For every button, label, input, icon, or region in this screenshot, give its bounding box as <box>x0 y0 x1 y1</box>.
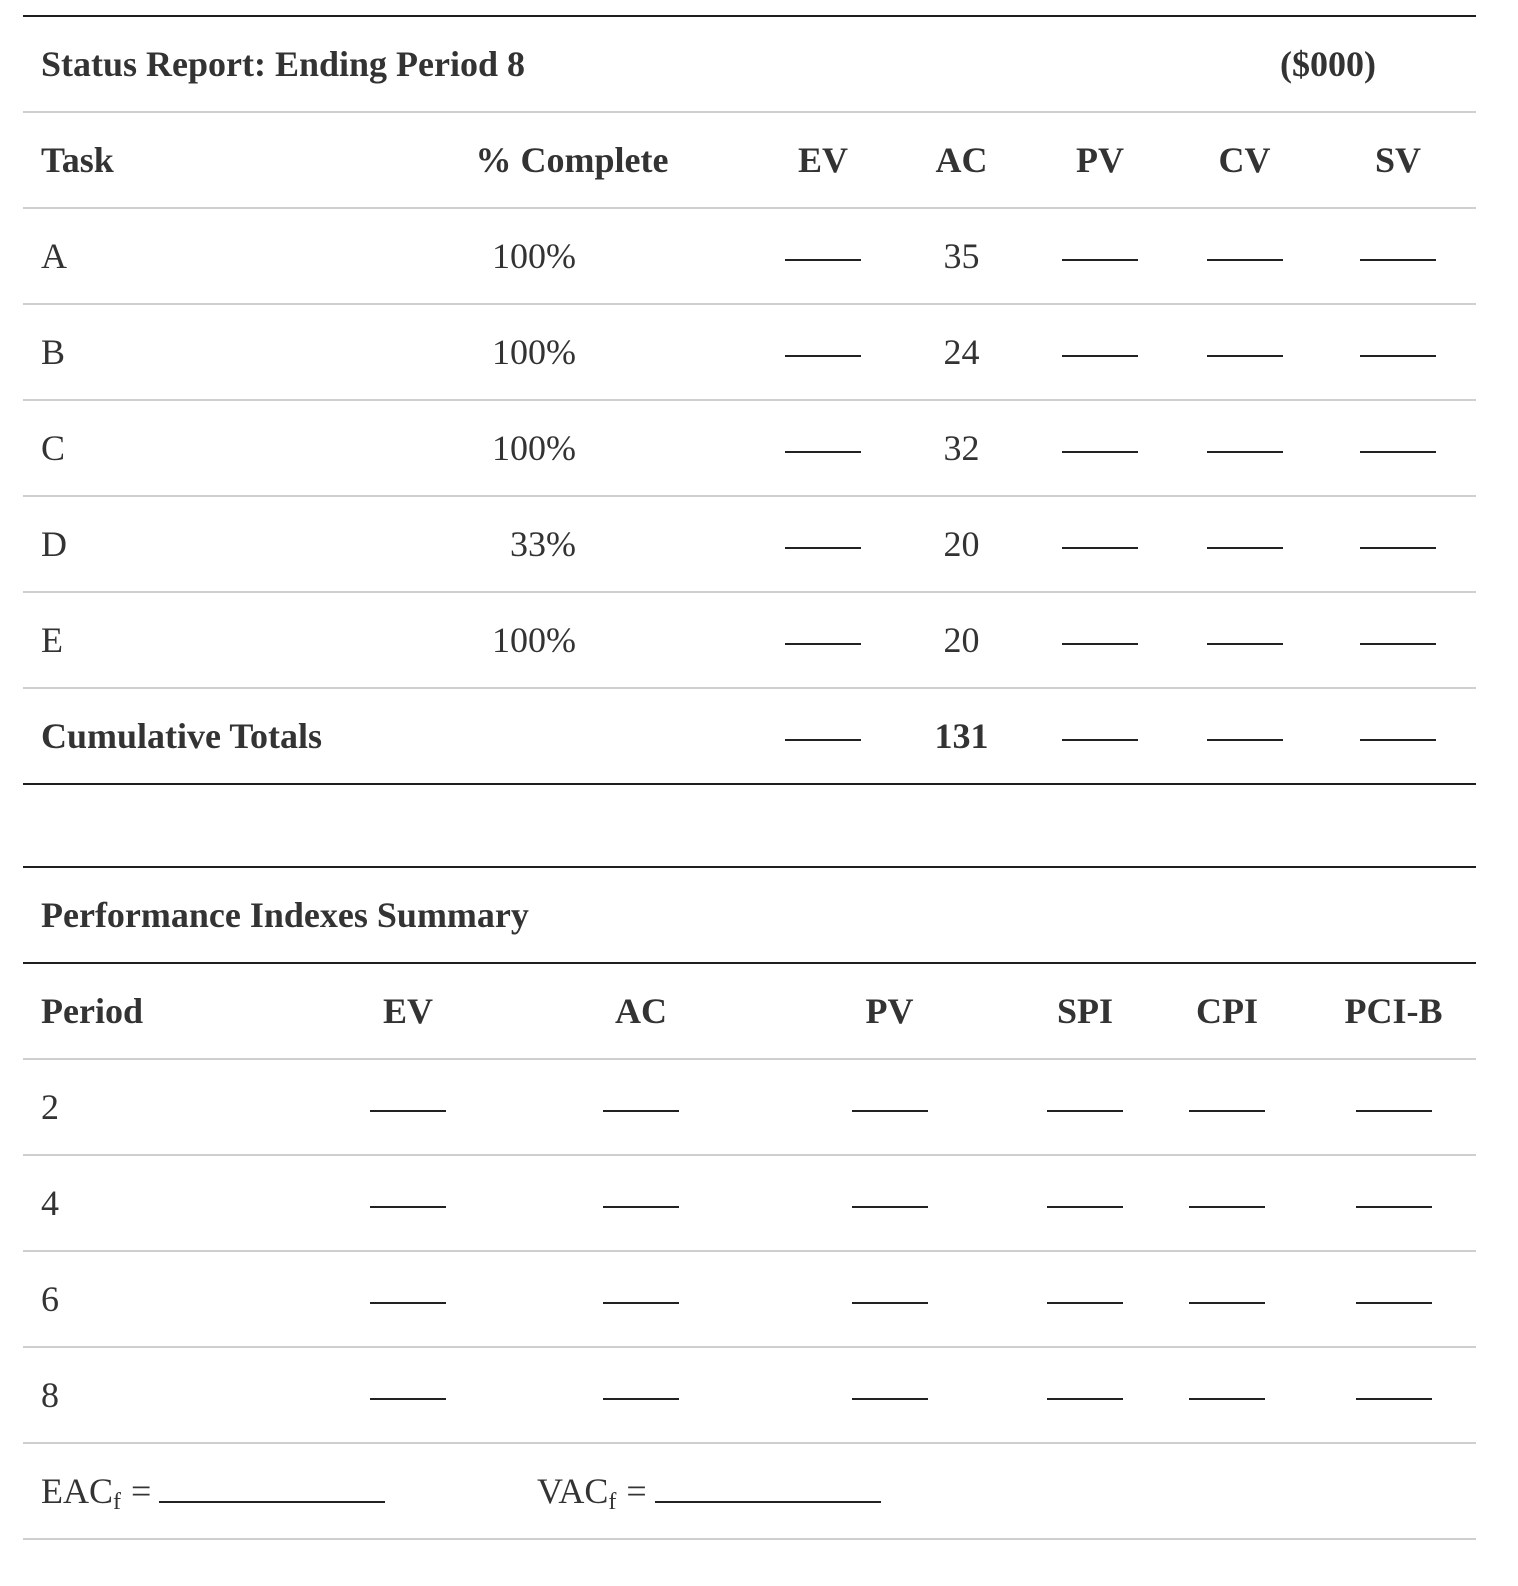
ev-blank[interactable] <box>785 259 861 261</box>
ac-blank[interactable] <box>603 1302 679 1304</box>
pv-blank[interactable] <box>1062 355 1138 357</box>
ev-blank-cell[interactable] <box>286 1251 530 1347</box>
cv-blank-cell[interactable] <box>1169 400 1320 496</box>
units-label: ($000) <box>1169 16 1476 112</box>
sv-blank[interactable] <box>1360 451 1436 453</box>
col-header-ac: AC <box>892 112 1031 208</box>
task-ac-value: 32 <box>892 400 1031 496</box>
col-header-ev: EV <box>286 963 530 1059</box>
pv-blank-cell[interactable] <box>1031 208 1169 304</box>
pv-blank[interactable] <box>1062 259 1138 261</box>
forecast-row <box>23 1443 1476 1539</box>
cv-total-blank[interactable] <box>1207 739 1283 741</box>
cv-blank-cell[interactable] <box>1169 304 1320 400</box>
cpi-blank[interactable] <box>1189 1206 1265 1208</box>
spi-blank[interactable] <box>1047 1398 1123 1400</box>
ev-blank[interactable] <box>370 1206 446 1208</box>
status-header-row <box>23 112 1476 208</box>
col-header-sv: SV <box>1320 112 1476 208</box>
ev-blank-cell[interactable] <box>286 1347 530 1443</box>
task-name: E <box>23 592 390 688</box>
vac-answer-blank[interactable] <box>655 1501 881 1503</box>
pv-blank-cell[interactable] <box>1031 304 1169 400</box>
table-row <box>23 1347 1476 1443</box>
eac-cell <box>23 1443 530 1539</box>
vac-equals-sign: = <box>626 1471 647 1511</box>
cpi-blank-cell[interactable] <box>1143 1347 1311 1443</box>
eac-equals-sign: = <box>131 1471 152 1511</box>
col-header-pv: PV <box>752 963 1027 1059</box>
ev-blank-cell[interactable] <box>754 496 892 592</box>
sv-total-blank-cell[interactable] <box>1320 688 1476 784</box>
sv-blank-cell[interactable] <box>1320 208 1476 304</box>
pv-blank-cell[interactable] <box>1031 496 1169 592</box>
cpi-blank[interactable] <box>1189 1398 1265 1400</box>
cv-blank[interactable] <box>1207 547 1283 549</box>
pv-blank[interactable] <box>1062 451 1138 453</box>
performance-summary-title: Performance Indexes Summary <box>23 867 1476 963</box>
pv-blank-cell[interactable] <box>752 1059 1027 1155</box>
spi-blank-cell[interactable] <box>1027 1155 1143 1251</box>
spi-blank-cell[interactable] <box>1027 1347 1143 1443</box>
sv-blank-cell[interactable] <box>1320 304 1476 400</box>
task-name: A <box>23 208 390 304</box>
ev-blank[interactable] <box>785 355 861 357</box>
table-row <box>23 592 1476 688</box>
pci-b-blank[interactable] <box>1356 1206 1432 1208</box>
col-header-pv: PV <box>1031 112 1169 208</box>
status-title-row <box>23 16 1476 112</box>
ev-blank-cell[interactable] <box>754 400 892 496</box>
sv-blank-cell[interactable] <box>1320 496 1476 592</box>
pv-blank[interactable] <box>852 1398 928 1400</box>
period-number: 8 <box>23 1347 286 1443</box>
cpi-blank-cell[interactable] <box>1143 1059 1311 1155</box>
col-header-complete: % Complete <box>390 112 754 208</box>
sv-total-blank[interactable] <box>1360 739 1436 741</box>
period-number: 4 <box>23 1155 286 1251</box>
cv-blank[interactable] <box>1207 259 1283 261</box>
task-percent-complete: 100% <box>390 400 754 496</box>
col-header-ev: EV <box>754 112 892 208</box>
ac-blank-cell[interactable] <box>530 1059 752 1155</box>
spi-blank[interactable] <box>1047 1302 1123 1304</box>
vac-subscript: f <box>608 1489 617 1515</box>
ac-blank-cell[interactable] <box>530 1155 752 1251</box>
eac-subscript: f <box>113 1489 121 1515</box>
eac-answer-blank[interactable] <box>159 1501 385 1503</box>
task-name: C <box>23 400 390 496</box>
pv-total-blank[interactable] <box>1062 739 1138 741</box>
table-row <box>23 208 1476 304</box>
pci-b-blank[interactable] <box>1356 1110 1432 1112</box>
task-ac-value: 24 <box>892 304 1031 400</box>
perf-header-row <box>23 963 1476 1059</box>
totals-row <box>23 688 1476 784</box>
ev-blank[interactable] <box>370 1110 446 1112</box>
table-row <box>23 304 1476 400</box>
task-name: D <box>23 496 390 592</box>
pv-blank[interactable] <box>1062 643 1138 645</box>
col-header-spi: SPI <box>1027 963 1143 1059</box>
col-header-ac: AC <box>530 963 752 1059</box>
pci-b-blank-cell[interactable] <box>1311 1251 1476 1347</box>
period-number: 6 <box>23 1251 286 1347</box>
ev-blank-cell[interactable] <box>754 208 892 304</box>
col-header-pci-b: PCI-B <box>1311 963 1476 1059</box>
spi-blank[interactable] <box>1047 1206 1123 1208</box>
sv-blank-cell[interactable] <box>1320 592 1476 688</box>
col-header-cv: CV <box>1169 112 1320 208</box>
pci-b-blank[interactable] <box>1356 1302 1432 1304</box>
ev-blank-cell[interactable] <box>286 1059 530 1155</box>
pv-blank-cell[interactable] <box>1031 400 1169 496</box>
col-header-task: Task <box>23 112 390 208</box>
cv-blank[interactable] <box>1207 451 1283 453</box>
cpi-blank-cell[interactable] <box>1143 1155 1311 1251</box>
pv-blank-cell[interactable] <box>752 1155 1027 1251</box>
sv-blank[interactable] <box>1360 643 1436 645</box>
pv-blank[interactable] <box>852 1302 928 1304</box>
table-row <box>23 1155 1476 1251</box>
cv-total-blank-cell[interactable] <box>1169 688 1320 784</box>
ev-blank[interactable] <box>785 451 861 453</box>
task-percent-complete: 100% <box>390 208 754 304</box>
sv-blank-cell[interactable] <box>1320 400 1476 496</box>
pci-b-blank-cell[interactable] <box>1311 1347 1476 1443</box>
sv-blank[interactable] <box>1360 355 1436 357</box>
pci-b-blank-cell[interactable] <box>1311 1059 1476 1155</box>
table-row <box>23 400 1476 496</box>
col-header-cpi: CPI <box>1143 963 1311 1059</box>
spi-blank-cell[interactable] <box>1027 1251 1143 1347</box>
sv-blank[interactable] <box>1360 547 1436 549</box>
period-number: 2 <box>23 1059 286 1155</box>
cv-blank-cell[interactable] <box>1169 208 1320 304</box>
cv-blank-cell[interactable] <box>1169 592 1320 688</box>
status-report-title: Status Report: Ending Period 8 <box>23 16 1169 112</box>
task-ac-value: 20 <box>892 592 1031 688</box>
status-report-table <box>23 15 1476 785</box>
vac-label: VAC <box>537 1471 609 1511</box>
ev-total-blank[interactable] <box>785 739 861 741</box>
ev-blank-cell[interactable] <box>286 1155 530 1251</box>
spi-blank-cell[interactable] <box>1027 1059 1143 1155</box>
eac-equation <box>41 1470 385 1515</box>
cpi-blank[interactable] <box>1189 1110 1265 1112</box>
cpi-blank[interactable] <box>1189 1302 1265 1304</box>
pv-blank[interactable] <box>852 1110 928 1112</box>
ev-blank[interactable] <box>785 547 861 549</box>
task-ac-value: 20 <box>892 496 1031 592</box>
ac-blank-cell[interactable] <box>530 1347 752 1443</box>
cumulative-totals-label: Cumulative Totals <box>41 716 323 756</box>
table-row <box>23 496 1476 592</box>
pv-blank-cell[interactable] <box>752 1251 1027 1347</box>
perf-title-row <box>23 867 1476 963</box>
pv-total-blank-cell[interactable] <box>1031 688 1169 784</box>
ev-blank[interactable] <box>785 643 861 645</box>
pci-b-blank[interactable] <box>1356 1398 1432 1400</box>
sv-blank[interactable] <box>1360 259 1436 261</box>
ev-blank-cell[interactable] <box>754 304 892 400</box>
vac-cell <box>530 1443 1476 1539</box>
performance-indexes-table <box>23 866 1476 1540</box>
ev-blank[interactable] <box>370 1398 446 1400</box>
cv-blank-cell[interactable] <box>1169 496 1320 592</box>
ac-total-value: 131 <box>934 716 989 756</box>
cv-blank[interactable] <box>1207 643 1283 645</box>
ev-blank[interactable] <box>370 1302 446 1304</box>
ac-blank-cell[interactable] <box>530 1251 752 1347</box>
cpi-blank-cell[interactable] <box>1143 1251 1311 1347</box>
task-name: B <box>23 304 390 400</box>
task-ac-value: 35 <box>892 208 1031 304</box>
task-percent-complete: 100% <box>390 304 754 400</box>
ev-total-blank-cell[interactable] <box>754 688 892 784</box>
ac-blank[interactable] <box>603 1110 679 1112</box>
ac-blank[interactable] <box>603 1206 679 1208</box>
cv-blank[interactable] <box>1207 355 1283 357</box>
pv-blank-cell[interactable] <box>752 1347 1027 1443</box>
pv-blank[interactable] <box>852 1206 928 1208</box>
task-percent-complete: 100% <box>390 592 754 688</box>
pv-blank-cell[interactable] <box>1031 592 1169 688</box>
ev-blank-cell[interactable] <box>754 592 892 688</box>
pci-b-blank-cell[interactable] <box>1311 1155 1476 1251</box>
task-percent-complete: 33% <box>390 496 754 592</box>
col-header-period: Period <box>23 963 286 1059</box>
ac-blank[interactable] <box>603 1398 679 1400</box>
eac-label: EAC <box>41 1471 113 1511</box>
spi-blank[interactable] <box>1047 1110 1123 1112</box>
table-row <box>23 1059 1476 1155</box>
pv-blank[interactable] <box>1062 547 1138 549</box>
table-row <box>23 1251 1476 1347</box>
vac-equation <box>537 1470 881 1515</box>
